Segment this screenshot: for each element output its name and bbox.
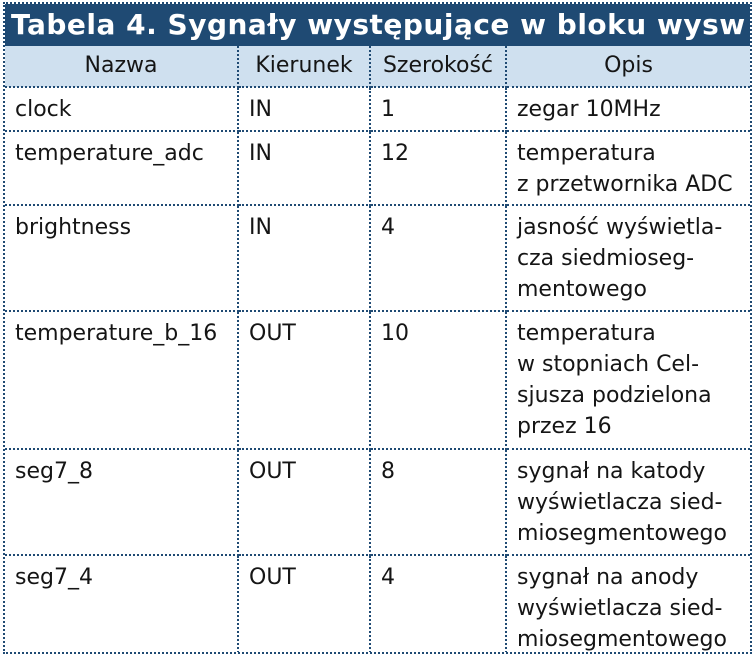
opis-line: mentowego xyxy=(517,277,647,302)
header-opis: Opis xyxy=(506,46,750,87)
opis-line: temperatura xyxy=(517,141,656,166)
opis-line: z przetwornika ADC xyxy=(517,172,733,197)
opis-line: wyświetlacza sied- xyxy=(517,490,723,515)
header-szerokosc: Szerokość xyxy=(370,46,506,87)
opis-line: cza siedmioseg- xyxy=(517,246,695,271)
cell-kierunek: IN xyxy=(238,87,370,131)
opis-line: miosegmentowego xyxy=(517,627,727,652)
cell-kierunek: OUT xyxy=(238,311,370,449)
opis-line: sygnał na katody xyxy=(517,459,706,484)
cell-nazwa: temperature_adc xyxy=(5,131,238,205)
cell-opis xyxy=(506,449,750,555)
cell-kierunek: OUT xyxy=(238,449,370,555)
table-row xyxy=(5,449,750,555)
header-nazwa: Nazwa xyxy=(5,46,238,87)
cell-opis xyxy=(506,205,750,311)
cell-opis xyxy=(506,87,750,131)
table-row xyxy=(5,311,750,449)
signals-table-panel xyxy=(3,2,752,654)
cell-kierunek: IN xyxy=(238,131,370,205)
cell-nazwa: seg7_8 xyxy=(5,449,238,555)
cell-szerokosc: 4 xyxy=(370,205,506,311)
opis-line: wyświetlacza sied- xyxy=(517,596,723,621)
cell-opis xyxy=(506,131,750,205)
table-header-row xyxy=(5,46,750,87)
table-row xyxy=(5,87,750,131)
cell-nazwa: clock xyxy=(5,87,238,131)
signals-table xyxy=(5,46,750,654)
table-row xyxy=(5,205,750,311)
opis-line: sjusza podzielona xyxy=(517,383,712,408)
cell-nazwa: brightness xyxy=(5,205,238,311)
opis-line: zegar 10MHz xyxy=(517,97,661,122)
cell-kierunek: IN xyxy=(238,205,370,311)
cell-opis xyxy=(506,555,750,654)
opis-line: miosegmentowego xyxy=(517,521,727,546)
cell-nazwa: seg7_4 xyxy=(5,555,238,654)
opis-line: temperatura xyxy=(517,321,656,346)
table-row xyxy=(5,131,750,205)
cell-szerokosc: 12 xyxy=(370,131,506,205)
cell-szerokosc: 4 xyxy=(370,555,506,654)
cell-nazwa: temperature_b_16 xyxy=(5,311,238,449)
cell-kierunek: OUT xyxy=(238,555,370,654)
opis-line: sygnał na anody xyxy=(517,565,699,590)
opis-line: przez 16 xyxy=(517,414,612,439)
cell-szerokosc: 10 xyxy=(370,311,506,449)
header-kierunek: Kierunek xyxy=(238,46,370,87)
cell-szerokosc: 1 xyxy=(370,87,506,131)
cell-szerokosc: 8 xyxy=(370,449,506,555)
cell-opis xyxy=(506,311,750,449)
table-row xyxy=(5,555,750,654)
table-title: Tabela 4. Sygnały występujące w bloku wysw xyxy=(5,4,750,46)
opis-line: jasność wyświetla- xyxy=(517,215,723,240)
opis-line: w stopniach Cel- xyxy=(517,352,700,377)
